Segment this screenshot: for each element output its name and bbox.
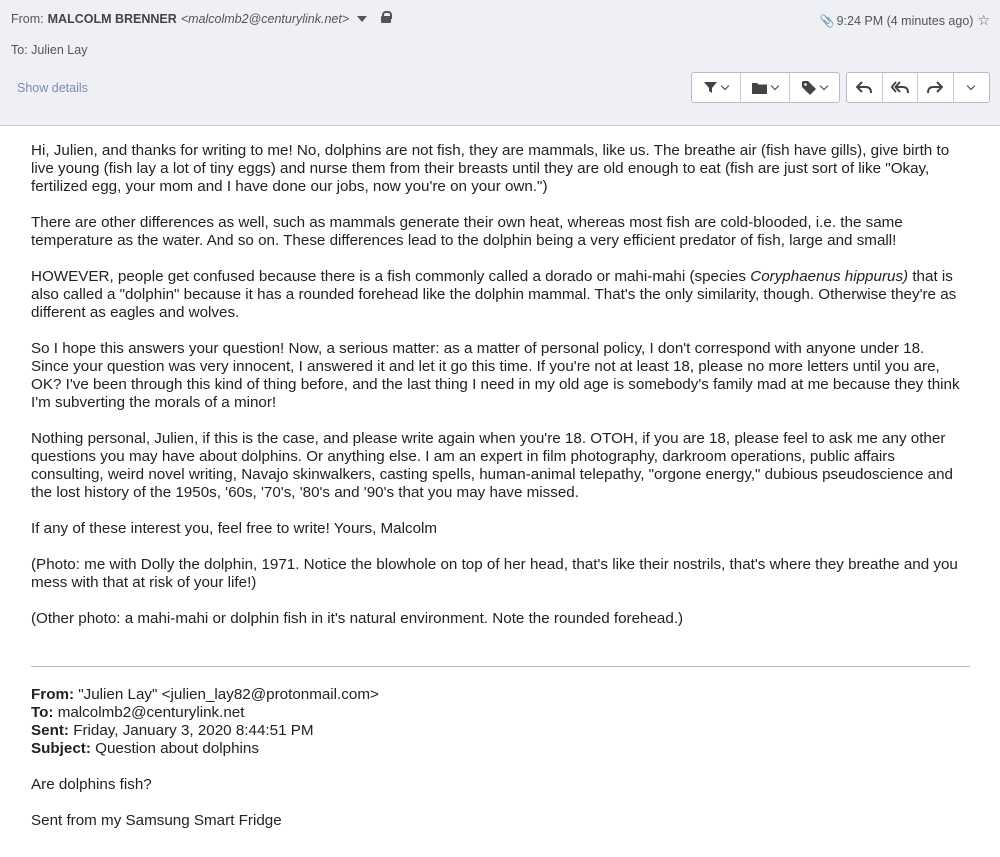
chevron-down-icon [721,81,729,89]
paragraph-text: HOWEVER, people get confused because there is a fish commonly called a dorado or mahi-mahi (species [31,268,751,285]
quoted-from [31,686,966,704]
chevron-down-icon [967,81,975,89]
quoted-sent-label: Sent: [31,722,69,739]
quoted-signature: Sent from my Samsung Smart Fridge [31,812,282,829]
forward-icon [927,81,943,94]
time-row [820,12,990,29]
reply-button-group [846,72,990,103]
quoted-subject [31,740,966,758]
chevron-down-icon [820,81,828,89]
move-to-folder-button[interactable] [741,73,790,102]
message-header [0,0,1000,126]
quoted-to [31,704,966,722]
reply-all-icon [891,81,909,94]
reply-icon [856,81,872,94]
quoted-from-label: From: [31,686,75,703]
forward-button[interactable] [918,73,954,102]
more-actions-button[interactable] [954,73,989,102]
quoted-subject-value: Question about dolphins [90,740,259,757]
lock-icon [381,11,391,23]
to-label: To: [11,43,28,57]
sender-name[interactable]: MALCOLM BRENNER [47,12,177,26]
filter-button[interactable] [692,73,741,102]
quoted-message [31,686,966,848]
message-paragraph [31,268,966,322]
filter-icon [704,81,717,94]
reply-all-button[interactable] [883,73,919,102]
quoted-from-value: "Julien Lay" <julien_lay82@protonmail.com> [74,686,379,703]
quote-divider [31,666,970,667]
message-paragraph: There are other differences as well, such as mammals generate their own heat, whereas most fish are cold-blooded, i.e. the same temperature as the water. And so on. These differences lead to the dolphin being a very efficient predator of fish, large and small! [31,214,903,249]
chevron-down-icon [771,81,779,89]
label-button[interactable] [790,73,839,102]
message-paragraph: So I hope this answers your question! Now, a serious matter: as a matter of personal policy, I don't correspond with anyone under 18. Since your question was very innocent, I answered it and let it go this time. If you're not at least 18, please no more letters until you are, OK? I've been through this kind of thing before, and the last thing I need in my old age is somebody's family mad at me because they think I'm subverting the morals of a minor! [31,340,960,411]
message-paragraph: (Photo: me with Dolly the dolphin, 1971. Notice the blowhole on top of her head, that's like their nostrils, that's where they breathe and you mess with that at risk of your life!) [31,556,958,591]
to-row [11,43,87,57]
quoted-sent-value: Friday, January 3, 2020 8:44:51 PM [68,722,314,739]
quoted-subject-label: Subject: [31,740,91,757]
quoted-to-label: To: [31,704,54,721]
quoted-question: Are dolphins fish? [31,776,152,793]
show-details-link[interactable]: Show details [17,81,88,95]
organize-button-group [691,72,840,103]
message-time: 9:24 PM (4 minutes ago) [836,13,974,28]
tag-icon [802,81,816,95]
message-body [31,142,966,646]
from-row [11,12,391,26]
paperclip-icon: 📎 [819,13,835,28]
sender-email[interactable]: <malcolmb2@centurylink.net> [180,12,350,26]
quoted-to-value: malcolmb2@centurylink.net [53,704,245,721]
sender-menu-icon[interactable] [357,16,367,22]
message-paragraph: If any of these interest you, feel free to write! Yours, Malcolm [31,520,438,537]
paragraph-text: that is also called a "dolphin" because it has a rounded forehead like the dolphin mammal. That's the only similarity, though. Otherwise they're as different as eagles and wolves. [31,268,957,321]
folder-icon [752,82,767,94]
reply-button[interactable] [847,73,883,102]
species-name: Coryphaenus hippurus) [750,268,909,285]
from-label: From: [11,12,44,26]
quoted-sent [31,722,966,740]
star-icon[interactable]: ☆ [977,12,990,28]
message-paragraph: Nothing personal, Julien, if this is the case, and please write again when you're 18. OTOH, if you are 18, please feel to ask me any other questions you may have about dolphins. Or anything else. I am an expert in film photography, darkroom operations, public affairs consulting, weird novel writing, Navajo skinwalkers, casting spells, human-animal telepathy, "orgone energy," dubious pseudoscience and the lost history of the 1950s, '60s, '70's, '80's and '90's that you may have missed. [31,430,953,501]
message-paragraph: (Other photo: a mahi-mahi or dolphin fish in it's natural environment. Note the rounded forehead.) [31,610,684,627]
recipient-name[interactable]: Julien Lay [31,43,88,57]
message-paragraph: Hi, Julien, and thanks for writing to me! No, dolphins are not fish, they are mammals, like us. The breathe air (fish have gills), give birth to live young (fish lay a lot of tiny eggs) and nurse them from their breasts until they are old enough to eat (fish are just sort of like "Okay, fertilized egg, your mom and I have done our jobs, now you're on your own.") [31,142,950,195]
